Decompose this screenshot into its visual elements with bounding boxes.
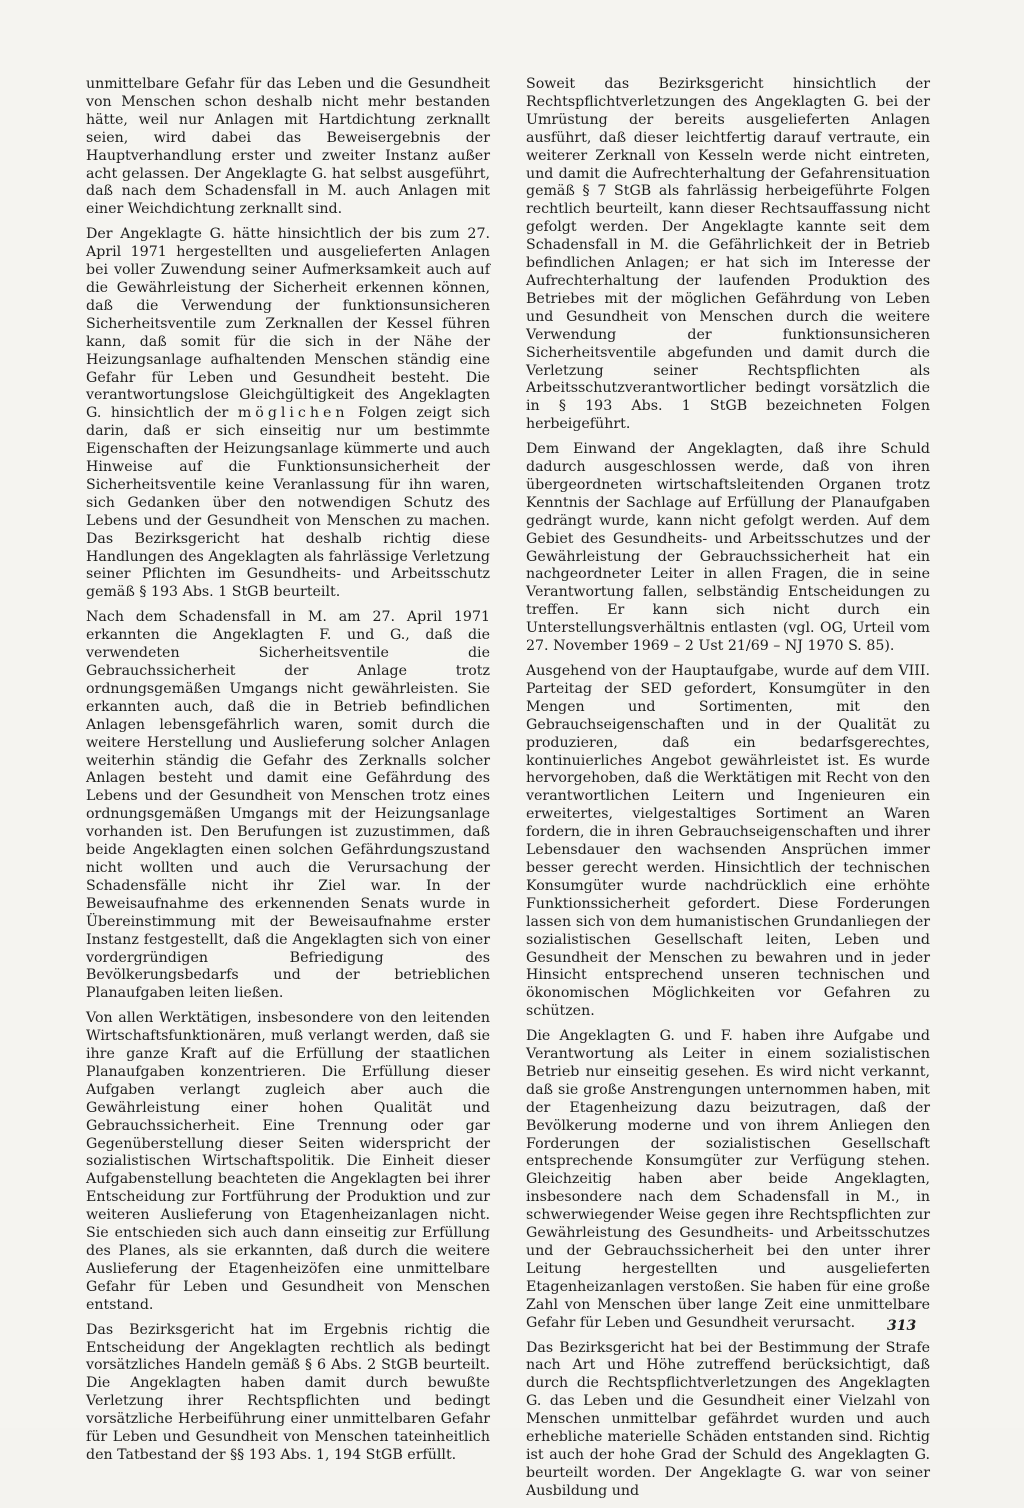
paragraph: Dem Einwand der Angeklagten, daß ihre Schuld dadurch ausgeschlossen werde, daß von ihren übergeordneten wirtschaftsleitenden Organen trotz Kenntnis der Sachlage auf Erfüllung der Planaufgaben gedrängt wurde, kann nicht gefolgt werden. Auf dem Gebiet des Gesundheits- und Arbeitsschutzes und der Gewährleistung der Gebrauchssicherheit hat ein nachgeordneter Leiter in allen Fragen, die in seine Verantwortung fallen, selbständig Entscheidungen zu treffen. Er kann sich nicht durch ein Unterstellungsverhältnis entlasten (vgl. OG, Urteil vom 27. November 1969 – 2 Ust 21/69 – NJ 1970 S. 85). [526, 441, 930, 655]
paragraph: Von allen Werktätigen, insbesondere von den leitenden Wirtschaftsfunktionären, muß verlangt werden, daß sie ihre ganze Kraft auf die Erfüllung der staatlichen Planaufgaben konzentrieren. Die Erfüllung dieser Aufgaben verlangt zugleich aber auch die Gewährleistung einer hohen Qualität und Gebrauchssicherheit. Eine Trennung oder gar Gegenüberstellung dieser Seiten widerspricht der sozialistischen Wirtschaftspolitik. Die Einheit dieser Aufgabenstellung beachteten die Angeklagten bei ihrer Entscheidung zur Fortführung der Produktion und zur weiteren Auslieferung von Etagenheizanlagen nicht. Sie entschieden sich auch dann einseitig zur Erfüllung des Planes, als sie erkannten, daß durch die weitere Auslieferung der Etagenheizöfen eine unmittelbare Gefahr für Leben und Gesundheit von Menschen entstand. [86, 1010, 490, 1313]
left-column [86, 76, 490, 1472]
right-column [526, 76, 930, 1508]
paragraph: Das Bezirksgericht hat bei der Bestimmung der Strafe nach Art und Höhe zutreffend berücksichtigt, daß durch die Rechtspflichtverletzungen des Angeklagten G. das Leben und die Gesundheit einer Vielzahl von Menschen unmittelbar gefährdet wurden und auch erhebliche materielle Schäden entstanden sind. Richtig ist auch der hohe Grad der Schuld des Angeklagten G. beurteilt worden. Der Angeklagte G. war von seiner Ausbildung und [526, 1339, 930, 1499]
paragraph: Ausgehend von der Hauptaufgabe, wurde auf dem VIII. Parteitag der SED gefordert, Konsumgüter in den Mengen und Sortimenten, mit den Gebrauchseigenschaften und in der Qualität zu produzieren, daß ein bedarfsgerechtes, kontinuierliches Angebot gewährleistet ist. Es wurde hervorgehoben, daß die Werktätigen mit Recht von den verantwortlichen Leitern und Ingenieuren ein erweitertes, vielgestaltiges Sortiment an Waren fordern, die in ihren Gebrauchseigenschaften und ihrer Lebensdauer den wachsenden Ansprüchen immer besser gerecht werden. Hinsichtlich der technischen Konsumgüter wurde nachdrücklich eine erhöhte Funktionssicherheit gefordert. Diese Forderungen lassen sich von dem humanistischen Grundanliegen der sozialistischen Gesellschaft leiten, Leben und Gesundheit der Menschen zu bewahren und in jeder Hinsicht entsprechend unseren technischen und ökonomischen Möglichkeiten vor Gefahren zu schützen. [526, 663, 930, 1020]
paragraph: Das Bezirksgericht hat im Ergebnis richtig die Entscheidung der Angeklagten rechtlich als bedingt vorsätzliches Handeln gemäß § 6 Abs. 2 StGB beurteilt. Die Angeklagten haben damit durch bewußte Verletzung ihrer Rechtspflichten und bedingt vorsätzliche Herbeiführung einer unmittelbaren Gefahr für Leben und Gesundheit von Menschen tateinheitlich den Tatbestand der §§ 193 Abs. 1, 194 StGB erfüllt. [86, 1321, 490, 1463]
page-number: 313 [887, 1318, 917, 1334]
paragraph [86, 226, 490, 602]
paragraph: unmittelbare Gefahr für das Leben und die Gesundheit von Menschen schon deshalb nicht mehr bestanden hätte, weil nur Anlagen mit Hartdichtung zerknallt seien, wird dabei das Beweisergebnis der Hauptverhandlung erster und zweiter Instanz außer acht gelassen. Der Angeklagte G. hat selbst ausgeführt, daß nach dem Schadensfall in M. auch Anlagen mit einer Weichdichtung zerknallt sind. [86, 76, 490, 218]
paragraph-text: Folgen zeigt sich darin, daß er sich einseitig nur um bestimmte Eigenschaften der Heizungsanlage kümmerte und auch Hinweise auf die Funktionsunsicherheit der Sicherheitsventile keine Veranlassung für ihn waren, sich Gedanken über den notwendigen Schutz des Lebens und der Gesundheit von Menschen zu machen. Das Bezirksgericht hat deshalb richtig diese Handlungen des Angeklagten als fahrlässige Verletzung seiner Pflichten im Gesundheits- und Arbeitsschutz gemäß § 193 Abs. 1 StGB beurteilt. [86, 405, 490, 601]
paragraph: Soweit das Bezirksgericht hinsichtlich der Rechtspflichtverletzungen des Angeklagten G. bei der Umrüstung der bereits ausgelieferten Anlagen ausführt, daß dieser leichtfertig darauf vertraute, ein weiterer Zerknall von Kesseln werde nicht eintreten, und damit die Aufrechterhaltung der Gefahrensituation gemäß § 7 StGB als fahrlässig herbeigeführte Folgen rechtlich beurteilt, kann dieser Rechtsauffassung nicht gefolgt werden. Der Angeklagte kannte seit dem Schadensfall in M. die Gefährlichkeit der in Betrieb befindlichen Anlagen; er hat sich im Interesse der Aufrechterhaltung der laufenden Produktion des Betriebes mit der möglichen Gefährdung von Leben und Gesundheit von Menschen durch die weitere Verwendung der funktionsunsicheren Sicherheitsventile abgefunden und damit durch die Verletzung seiner Rechtspflichten als Arbeitsschutzverantwortlicher bedingt vorsätzlich die in § 193 Abs. 1 StGB bezeichneten Folgen herbeigeführt. [526, 76, 930, 433]
emphasized-word: möglichen [237, 405, 349, 422]
paragraph: Nach dem Schadensfall in M. am 27. April 1971 erkannten die Angeklagten F. und G., daß die verwendeten Sicherheitsventile die Gebrauchssicherheit der Anlage trotz ordnungsgemäßen Umgangs nicht gewährleisten. Sie erkannten auch, daß die in Betrieb befindlichen Anlagen lebensgefährlich waren, somit durch die weitere Herstellung und Auslieferung solcher Anlagen weiterhin ständig die Gefahr des Zerknalls solcher Anlagen besteht und damit eine Gefährdung des Lebens und der Gesundheit von Menschen trotz eines ordnungsgemäßen Umgangs mit der Heizungsanlage vorhanden ist. Den Berufungen ist zuzustimmen, daß beide Angeklagten einen solchen Gefährdungszustand nicht wollten und auch die Verursachung der Schadensfälle nicht ihr Ziel war. In der Beweisaufnahme des erkennenden Senats wurde in Übereinstimmung mit der Beweisaufnahme erster Instanz festgestellt, daß die Angeklagten sich von einer vordergründigen Befriedigung des Bevölkerungsbedarfs und der betrieblichen Planaufgaben leiten ließen. [86, 609, 490, 1002]
paragraph-text: Der Angeklagte G. hätte hinsichtlich der bis zum 27. April 1971 hergestellten und ausgelieferten Anlagen bei voller Zuwendung seiner Aufmerksamkeit auch auf die Gewährleistung der Sicherheit erkennen können, daß die Verwendung der funktionsunsicheren Sicherheitsventile zum Zerknallen der Kessel führen kann, daß somit für die sich in der Nähe der Heizungsanlage aufhaltenden Menschen ständig eine Gefahr für Leben und Gesundheit besteht. Die verantwortungslose Gleichgültigkeit des Angeklagten G. hinsichtlich der [86, 226, 490, 422]
paragraph: Die Angeklagten G. und F. haben ihre Aufgabe und Verantwortung als Leiter in einem sozialistischen Betrieb nur einseitig gesehen. Es wird nicht verkannt, daß sie große Anstrengungen unternommen haben, mit der Etagenheizung dazu beizutragen, daß der Bevölkerung moderne und von ihrem Anliegen den Forderungen der sozialistischen Gesellschaft entsprechende Konsumgüter zur Verfügung stehen. Gleichzeitig haben aber beide Angeklagten, insbesondere nach dem Schadensfall in M., in schwerwiegender Weise gegen ihre Rechtspflichten zur Gewährleistung des Gesundheits- und Arbeitsschutzes und der Gebrauchssicherheit bei den unter ihrer Leitung hergestellten und ausgelieferten Etagenheizanlagen verstoßen. Sie haben für eine große Zahl von Menschen über lange Zeit eine unmittelbare Gefahr für Leben und Gesundheit verursacht. [526, 1028, 930, 1331]
